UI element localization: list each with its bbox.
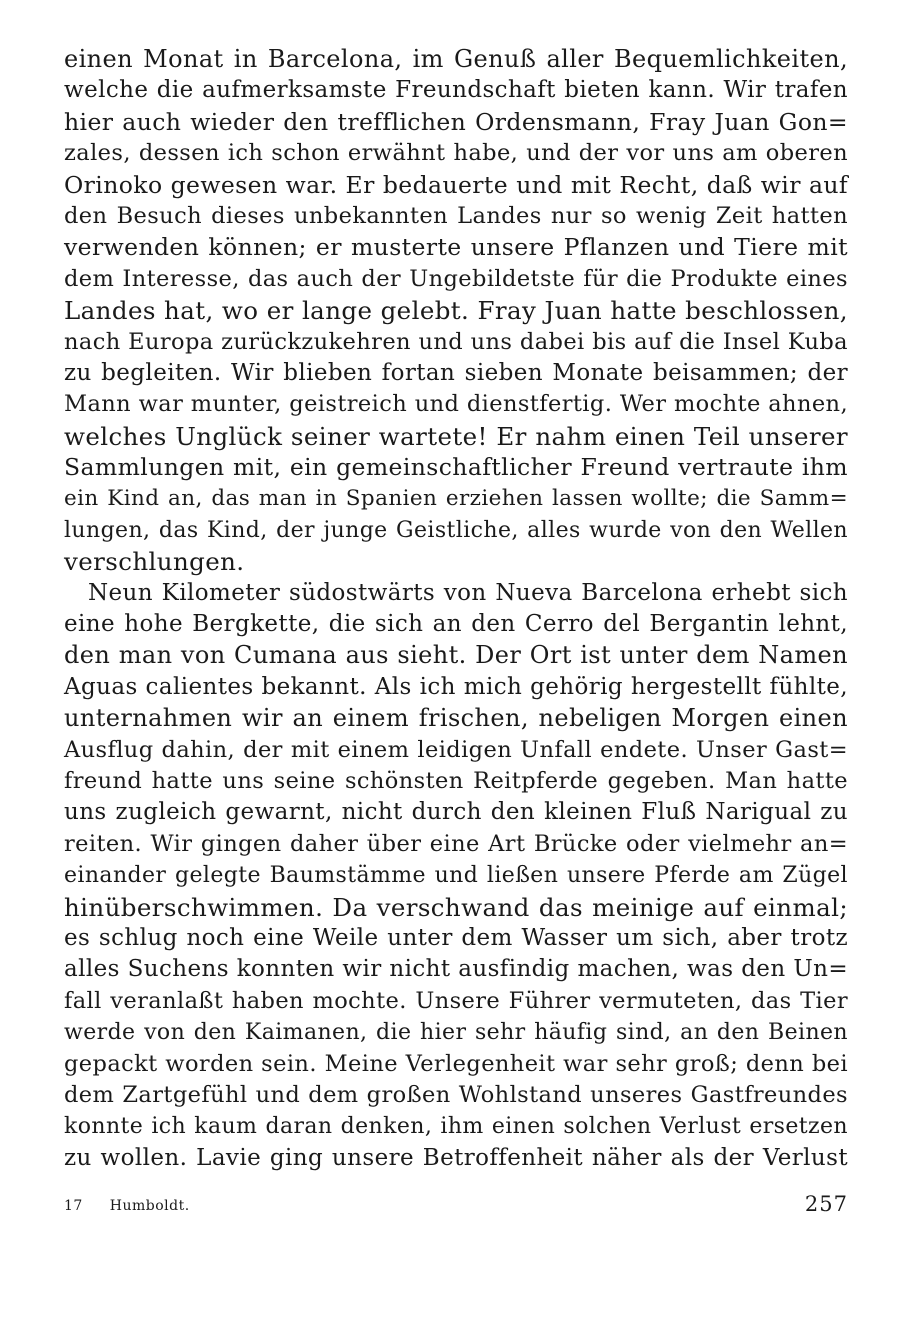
text-line: nach Europa zurückzukehren und uns dabei bis auf die Insel Kuba: [64, 328, 848, 355]
text-line: Orinoko gewesen war. Er bedauerte und mit Recht, daß wir auf: [64, 170, 848, 199]
text-line: ein Kind an, das man in Spanien erziehen lassen wollte; die Samm=: [64, 486, 848, 512]
page-footer: [64, 1192, 848, 1218]
text-line: verschlungen.: [64, 547, 245, 577]
text-line: einander gelegte Baumstämme und ließen unsere Pferde am Zügel: [64, 863, 848, 889]
paragraph-1: [64, 44, 848, 578]
text-line: fall veranlaßt haben mochte. Unsere Führer vermuteten, das Tier: [64, 987, 848, 1014]
text-line: Neun Kilometer südostwärts von Nueva Barcelona erhebt sich: [88, 579, 848, 606]
text-line: es schlug noch eine Weile unter dem Wasser um sich, aber trotz: [64, 924, 848, 951]
text-line: den man von Cumana aus sieht. Der Ort ist unter dem Namen: [64, 641, 848, 670]
text-line: freund hatte uns seine schönsten Reitpferde gegeben. Man hatte: [64, 767, 848, 794]
text-line: Aguas calientes bekannt. Als ich mich gehörig hergestellt fühlte,: [64, 673, 848, 700]
signature-name: Humboldt.: [109, 1198, 190, 1214]
text-line: uns zugleich gewarnt, nicht durch den kleinen Fluß Narigual zu: [64, 799, 848, 826]
text-line: reiten. Wir gingen daher über eine Art Brücke oder vielmehr an=: [64, 830, 848, 857]
text-line: alles Suchens konnten wir nicht ausfindig machen, was den Un=: [64, 956, 848, 983]
text-line: zu wollen. Lavie ging unsere Betroffenheit näher als der Verlust: [64, 1144, 848, 1171]
text-line: Mann war munter, geistreich und dienstfertig. Wer mochte ahnen,: [64, 391, 848, 418]
text-line: welches Unglück seiner wartete! Er nahm einen Teil unserer: [64, 421, 848, 451]
text-line: Sammlungen mit, ein gemeinschaftlicher Freund vertraute ihm: [64, 453, 848, 482]
paragraph-2: [64, 578, 848, 1174]
text-line: dem Zartgefühl und dem großen Wohlstand unseres Gastfreundes: [64, 1081, 848, 1108]
text-line: eine hohe Bergkette, die sich an den Cerro del Bergantin lehnt,: [64, 611, 848, 638]
text-line: zu begleiten. Wir blieben fortan sieben Monate beisammen; der: [64, 359, 848, 386]
text-line: einen Monat in Barcelona, im Genuß aller Bequemlichkeiten,: [64, 45, 848, 73]
text-line: Landes hat, wo er lange gelebt. Fray Juan hatte beschlossen,: [64, 296, 848, 326]
text-line: hinüberschwimmen. Da verschwand das meinige auf einmal;: [64, 892, 848, 922]
text-line: Ausflug dahin, der mit einem leidigen Unfall endete. Unser Gast=: [64, 736, 848, 763]
text-line: lungen, das Kind, der junge Geistliche, alles wurde von den Wellen: [64, 517, 848, 543]
text-line: welche die aufmerksamste Freundschaft bieten kann. Wir trafen: [64, 77, 848, 104]
text-line: hier auch wieder den trefflichen Ordensmann, Fray Juan Gon=: [64, 107, 848, 136]
printer-signature: [64, 1198, 190, 1214]
signature-number: 17: [64, 1198, 83, 1214]
text-line: werde von den Kaimanen, die hier sehr häufig sind, an den Beinen: [64, 1020, 848, 1046]
body-text: [64, 44, 848, 1174]
text-line: den Besuch dieses unbekannten Landes nur so wenig Zeit hatten: [64, 202, 848, 229]
page-number: 257: [804, 1192, 848, 1216]
text-line: verwenden können; er musterte unsere Pflanzen und Tiere mit: [64, 233, 848, 262]
text-line: unternahmen wir an einem frischen, nebeligen Morgen einen: [64, 704, 848, 733]
text-line: dem Interesse, das auch der Ungebildetste für die Produkte eines: [64, 265, 848, 292]
text-line: gepackt worden sein. Meine Verlegenheit war sehr groß; denn bei: [64, 1050, 848, 1077]
text-line: zales, dessen ich schon erwähnt habe, und der vor uns am oberen: [64, 140, 848, 167]
text-line: konnte ich kaum daran denken, ihm einen solchen Verlust ersetzen: [64, 1114, 848, 1140]
